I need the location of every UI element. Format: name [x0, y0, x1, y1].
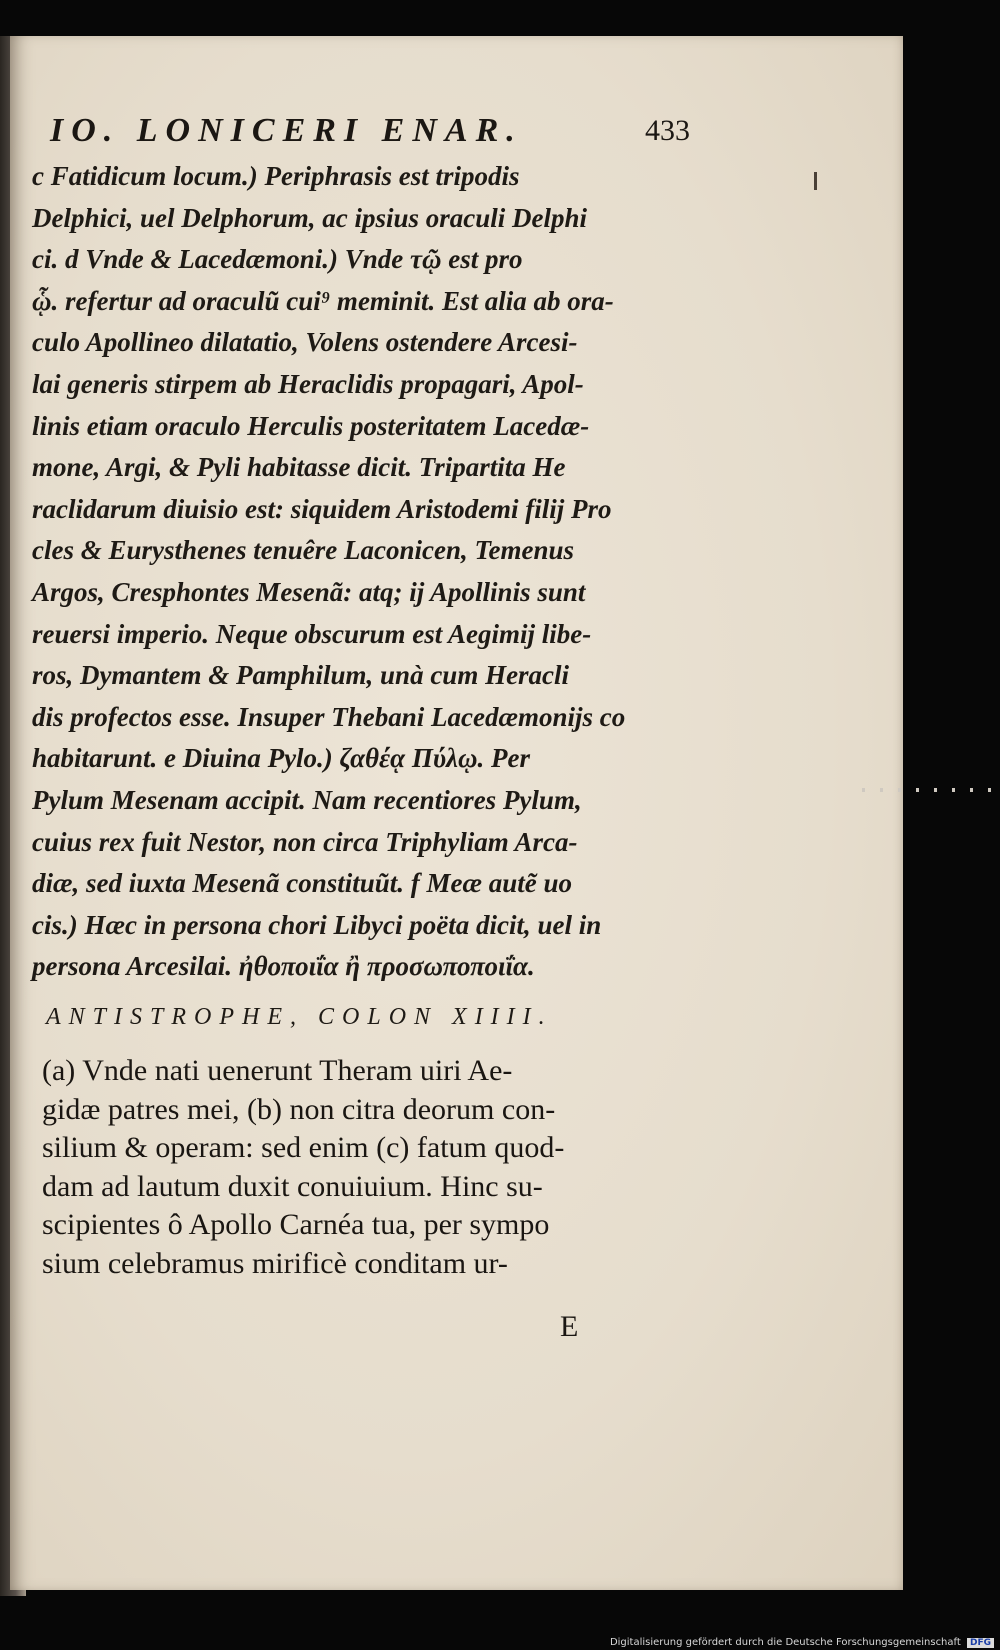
- translation-line: silium & operam: sed enim (c) fatum quod-: [42, 1131, 565, 1164]
- commentary-block: [32, 156, 692, 988]
- commentary-line: mone, Argi, & Pyli habitasse dicit. Tripartita He: [32, 452, 566, 483]
- running-head-title: IO. LONICERI ENAR.: [50, 112, 523, 149]
- commentary-line: Argos, Cresphontes Mesenã: atq; ij Apollinis sunt: [32, 576, 586, 607]
- signature-mark: E: [560, 1310, 579, 1343]
- commentary-line: habitarunt. e Diuina Pylo.) ζαθέᾳ Πύλῳ. Per: [32, 743, 531, 774]
- dfg-logo: DFG: [967, 1638, 994, 1648]
- translation-line: sium celebramus mirificè conditam ur-: [42, 1246, 508, 1280]
- commentary-line: lai generis stirpem ab Heraclidis propagari, Apol-: [32, 368, 584, 399]
- commentary-line: c Fatidicum locum.) Periphrasis est tripodis: [32, 161, 520, 191]
- credit-text: Digitalisierung gefördert durch die Deutsche Forschungsgemeinschaft: [609, 1637, 961, 1648]
- commentary-line: reuersi imperio. Neque obscurum est Aegimij libe-: [32, 618, 592, 649]
- commentary-line: ci. d Vnde & Lacedæmoni.) Vnde τῷ est pro: [32, 244, 523, 275]
- commentary-line: Pylum Mesenam accipit. Nam recentiores Pylum,: [32, 784, 582, 815]
- commentary-line: cis.) Hæc in persona chori Libyci poëta dicit, uel in: [32, 909, 602, 940]
- translation-line: (a) Vnde nati uenerunt Theram uiri Ae-: [42, 1054, 513, 1087]
- commentary-line: ᾧ. refertur ad oraculũ cui⁹ meminit. Est alia ab ora-: [32, 285, 614, 316]
- commentary-line: diæ, sed iuxta Mesenã constituũt. f Meæ autẽ uo: [32, 868, 573, 899]
- commentary-line: culo Apollineo dilatatio, Volens ostendere Arcesi-: [32, 327, 578, 358]
- translation-line: gidæ patres mei, (b) non citra deorum con-: [42, 1092, 556, 1126]
- digitization-credit: [610, 1637, 994, 1648]
- translation-line: scipientes ô Apollo Carnéa tua, per sympo: [42, 1208, 550, 1241]
- scan-dust-dots: [862, 788, 996, 792]
- commentary-line: dis profectos esse. Insuper Thebani Lacedæmonijs co: [32, 701, 626, 732]
- commentary-line: persona Arcesilai. ἠθοποιΐα ἢ προσωποποιΐα.: [32, 951, 535, 982]
- commentary-line: linis etiam oraculo Herculis posteritatem Lacedæ-: [32, 410, 590, 441]
- commentary-line: Delphici, uel Delphorum, ac ipsius oraculi Delphi: [32, 202, 588, 233]
- section-heading: ANTISTROPHE, COLON XIIII.: [46, 1004, 553, 1030]
- commentary-line: cles & Eurysthenes tenuêre Laconicen, Temenus: [32, 535, 575, 566]
- translation-block: [42, 1052, 692, 1283]
- commentary-line: cuius rex fuit Nestor, non circa Triphyliam Arca-: [32, 826, 578, 857]
- commentary-line: raclidarum diuisio est: siquidem Aristodemi filij Pro: [32, 493, 612, 524]
- running-head: [50, 112, 690, 156]
- page-number: 433: [645, 114, 690, 147]
- commentary-line: ros, Dymantem & Pamphilum, unà cum Heracli: [32, 660, 570, 691]
- margin-mark: [814, 172, 817, 190]
- translation-line: dam ad lautum duxit conuiuium. Hinc su-: [42, 1169, 543, 1203]
